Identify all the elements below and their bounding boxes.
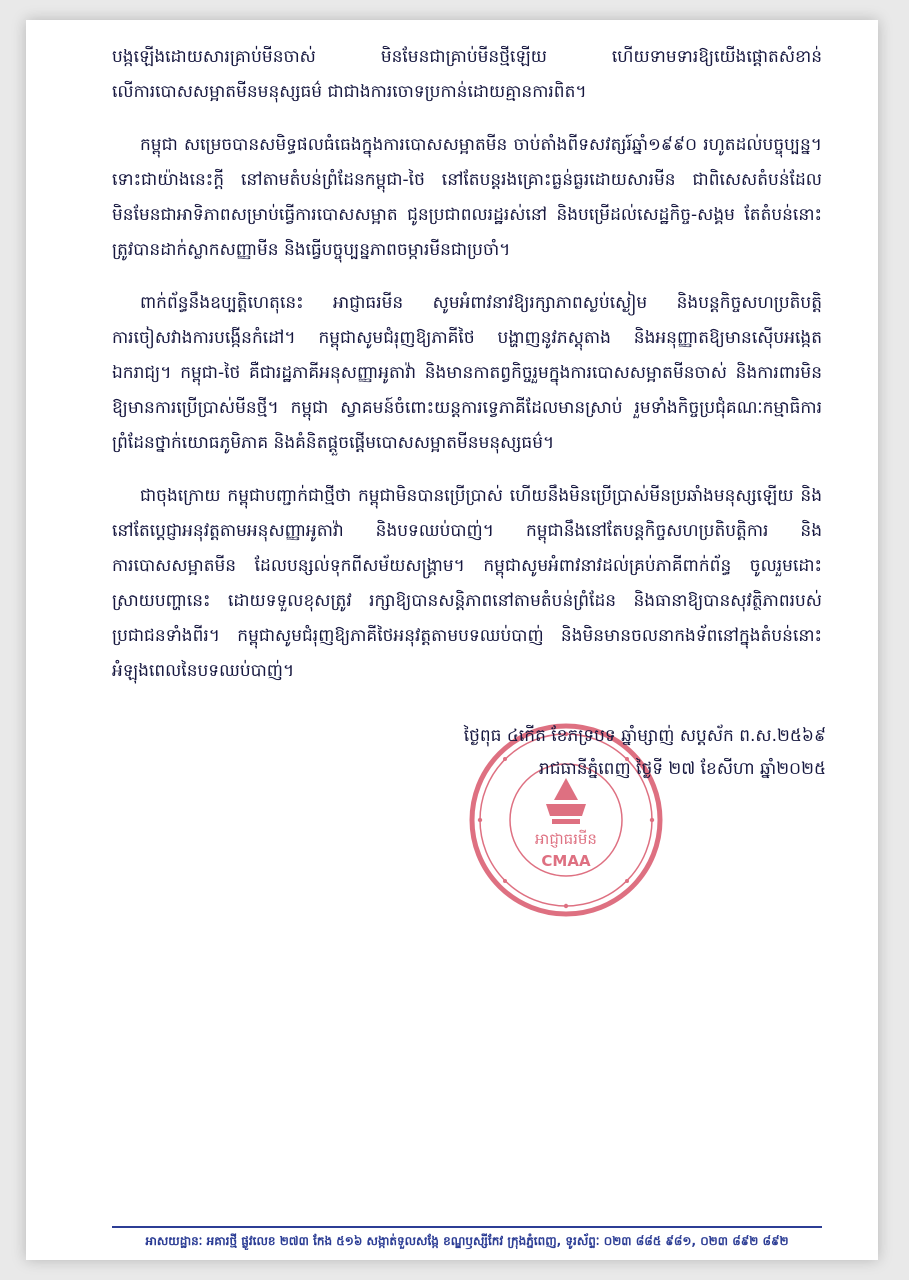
document-page xyxy=(26,20,878,1260)
paragraph-2: កម្ពុជា សម្រេចបានសមិទ្ធផលធំធេងក្នុងការបោសសម្អាតមីន ចាប់តាំងពីទសវត្សរ៍ឆ្នាំ១៩៩០ រហូតដល់បច្ចុប្បន្ន។ ទោះជាយ៉ាងនេះក្តី នៅតាមតំបន់ព្រំដែនកម្ពុជា-ថៃ នៅតែបន្តរងគ្រោះធ្ងន់ធ្ងរដោយសារមីន ជាពិសេសតំបន់ដែលមិនមែនជាអាទិភាពសម្រាប់ធ្វើការបោសសម្អាត ជូនប្រជាពលរដ្ឋរស់នៅ និងបម្រើដល់សេដ្ឋកិច្ច-សង្គម តែតំបន់នោះត្រូវបានដាក់ស្លាកសញ្ញាមីន និងធ្វើបច្ចុប្បន្នភាពចម្ការមីនជាប្រចាំ។ xyxy=(112,135,822,260)
seal-abbr: CMAA xyxy=(541,852,591,870)
paragraph-4: ជាចុងក្រោយ កម្ពុជាបញ្ជាក់ជាថ្មីថា កម្ពុជាមិនបានប្រើប្រាស់ ហើយនឹងមិនប្រើប្រាស់មីនប្រឆាំងមនុស្សឡើយ និងនៅតែប្តេជ្ញាអនុវត្តតាមអនុសញ្ញាអូតាវ៉ា និងបទឈប់បាញ់។ កម្ពុជានឹងនៅតែបន្តកិច្ចសហប្រតិបត្តិការ និងការបោសសម្អាតមីន ដែលបន្សល់ទុកពីសម័យសង្គ្រាម។ កម្ពុជាសូមអំពាវនាវដល់គ្រប់ភាគីពាក់ព័ន្ធ ចូលរួមដោះស្រាយបញ្ហានេះ ដោយទទួលខុសត្រូវ រក្សាឱ្យបានសន្តិភាពនៅតាមតំបន់ព្រំដែន និងធានាឱ្យបានសុវត្ថិភាពរបស់ប្រជាជនទាំងពីរ។ កម្ពុជាសូមជំរុញឱ្យភាគីថៃអនុវត្តតាមបទឈប់បាញ់ និងមិនមានចលនាកងទ័ពនៅក្នុងតំបន់នោះ អំឡុងពេលនៃបទឈប់បាញ់។ xyxy=(112,486,822,681)
footer-divider xyxy=(112,1226,822,1228)
lunar-date: ថ្ងៃពុធ ៤កើត ខែភទ្របទ ឆ្នាំម្សាញ់ សប្តស័ក ព.ស.២៥៦៩ xyxy=(463,726,826,746)
footer-address: អាសយដ្ឋានៈ អគារថ្មី ផ្លូវលេខ ២៧៣ កែង ៥១៦ សង្កាត់ទួលសង្កែ ខណ្ឌឫស្សីកែវ ក្រុងភ្នំពេញ, ទូរស័ព្ទៈ ០២៣ ៨៨៥ ៩៨១, ០២៣ ៨៩២ ៨៩២ xyxy=(145,1234,789,1248)
document-body xyxy=(112,40,822,707)
paragraph-3: ពាក់ព័ន្ធនឹងឧប្បត្តិហេតុនេះ អាជ្ញាធរមីន សូមអំពាវនាវឱ្យរក្សាភាពស្ងប់ស្ងៀម និងបន្តកិច្ចសហប្រតិបត្តិការចៀសវាងការបង្កើនកំដៅ។ កម្ពុជាសូមជំរុញឱ្យភាគីថៃ បង្ហាញនូវភស្តុតាង និងអនុញ្ញាតឱ្យមានស៊ើបអង្កេតឯករាជ្យ។ កម្ពុជា-ថៃ គឺជារដ្ឋភាគីអនុសញ្ញាអូតាវ៉ា និងមានកាតព្វកិច្ចរួមក្នុងការបោសសម្អាតមីនចាស់ និងការពារមិនឱ្យមានការប្រើប្រាស់មីនថ្មី។ កម្ពុជា ស្វាគមន៍ចំពោះយន្តការទ្វេភាគីដែលមានស្រាប់ រួមទាំងកិច្ចប្រជុំគណៈកម្មាធិការព្រំដែនថ្នាក់យោធភូមិភាគ និងគំនិតផ្តួចផ្តើមបោសសម្អាតមីនមនុស្សធម៌។ xyxy=(112,293,822,453)
seal-kh-name: អាជ្ញាធរមីន xyxy=(535,830,597,848)
solar-date-location: រាជធានីភ្នំពេញ ថ្ងៃទី ២៧ ខែសីហា ឆ្នាំ២០២៥ xyxy=(538,759,826,779)
paragraph-1: បង្កឡើងដោយសារគ្រាប់មីនចាស់ មិនមែនជាគ្រាប់មីនថ្មីឡើយ ហើយទាមទារឱ្យយើងផ្តោតសំខាន់លើការបោសសម្អាតមីនមនុស្សធម៌ ជាជាងការចោទប្រកាន់ដោយគ្មានការពិត។ xyxy=(112,47,822,102)
date-block xyxy=(396,720,826,786)
